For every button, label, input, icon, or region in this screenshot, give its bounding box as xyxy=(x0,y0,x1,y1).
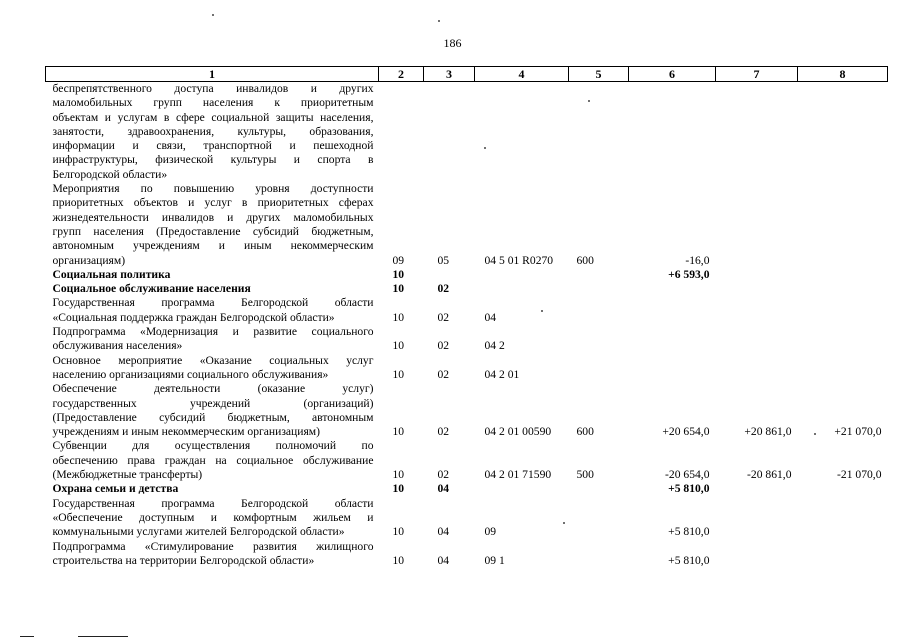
row-name-line: Государственная программа Белгородской области xyxy=(52,296,374,310)
row-name-line: обеспечению права граждан на социальное обслуживание xyxy=(52,453,374,467)
row-section: 02 xyxy=(437,339,450,353)
row-chapter: 10 xyxy=(392,482,405,496)
row-amount-year2 xyxy=(716,497,798,540)
row-name-line: строительства на территории Белгородской области» xyxy=(52,553,315,567)
row-section: 02 xyxy=(437,468,450,482)
row-name-line: (Межбюджетные трансферты) xyxy=(52,468,203,482)
row-chapter: 10 xyxy=(392,553,405,567)
row-expense-type xyxy=(569,282,629,296)
row-expense-type: 600 xyxy=(576,425,594,439)
row-target-article: 04 5 01 R0270 xyxy=(484,253,554,267)
row-name-line: Государственная программа Белгородской области xyxy=(52,496,374,510)
row-name-line: государственных учреждений (организаций) xyxy=(52,396,374,410)
row-amount-year1: +6 593,0 xyxy=(668,267,710,281)
row-name-line: «Обеспечение доступным и комфортным жильем и xyxy=(52,510,374,524)
row-chapter: 10 xyxy=(392,310,405,324)
row-name-line: организациям) xyxy=(52,253,126,267)
row-name xyxy=(46,497,379,540)
row-name-line: инфраструктуры, физической культуры и спорта в xyxy=(52,153,374,167)
row-amount-year1: +5 810,0 xyxy=(668,553,710,567)
row-name xyxy=(46,540,379,569)
budget-table xyxy=(45,66,888,568)
row-name-line: учреждениям и иным некоммерческим организациям) xyxy=(52,425,320,439)
row-name-line: автономным учреждениям и иным некоммерческим xyxy=(52,239,374,253)
row-amount-year2 xyxy=(716,482,798,496)
row-name xyxy=(46,182,379,268)
row-amount-year1 xyxy=(629,354,716,383)
row-name-line: объектам и услугам в сфере социальной защиты населения, xyxy=(52,110,374,124)
scan-speck xyxy=(563,522,565,524)
row-name xyxy=(46,325,379,354)
row-expense-type: 500 xyxy=(576,468,594,482)
scan-speck xyxy=(212,14,214,16)
row-target-article: 04 xyxy=(484,310,497,324)
row-amount-year3 xyxy=(798,325,888,354)
scan-edge-line xyxy=(78,636,128,637)
header-col-6: 6 xyxy=(629,67,716,82)
row-amount-year3: +21 070,0 xyxy=(834,425,882,439)
row-section: 04 xyxy=(437,482,450,496)
row-target-article xyxy=(475,482,569,496)
row-name-line: информации и связи, транспортной и пешеходной xyxy=(52,139,374,153)
row-amount-year1 xyxy=(629,296,716,325)
header-col-3: 3 xyxy=(424,67,475,82)
row-name xyxy=(46,268,379,282)
row-name-line: маломобильных групп населения к приоритетным xyxy=(52,96,374,110)
row-target-article: 04 2 xyxy=(484,339,505,353)
row-name-line: Охрана семьи и детства xyxy=(52,482,179,496)
row-expense-type xyxy=(569,325,629,354)
row-amount-year2 xyxy=(716,296,798,325)
row-amount-year2 xyxy=(716,268,798,282)
table-row xyxy=(46,439,888,482)
table-row xyxy=(46,325,888,354)
row-amount-year2: -20 861,0 xyxy=(747,468,792,482)
row-amount-year3: -21 070,0 xyxy=(837,468,882,482)
row-name xyxy=(46,354,379,383)
header-col-4: 4 xyxy=(475,67,569,82)
table-row xyxy=(46,540,888,569)
row-amount-year1 xyxy=(629,82,716,183)
row-amount-year1: +20 654,0 xyxy=(662,425,710,439)
row-name-line: (Предоставление субсидий бюджетным, автономным xyxy=(52,410,374,424)
table-row xyxy=(46,282,888,296)
row-target-article xyxy=(475,282,569,296)
row-amount-year2 xyxy=(716,354,798,383)
row-name-line: групп населения (Предоставление субсидий бюджетным, xyxy=(52,224,374,238)
row-section: 02 xyxy=(437,425,450,439)
row-amount-year3 xyxy=(798,268,888,282)
row-amount-year2 xyxy=(716,540,798,569)
row-section: 02 xyxy=(437,310,450,324)
table-row xyxy=(46,382,888,439)
row-section: 02 xyxy=(437,367,450,381)
row-chapter: 10 xyxy=(392,267,405,281)
scan-speck xyxy=(814,433,816,435)
row-target-article: 09 xyxy=(484,525,497,539)
row-amount-year2 xyxy=(716,282,798,296)
row-amount-year2 xyxy=(716,325,798,354)
row-name-line: приоритетных объектов и услуг в приоритетных сферах xyxy=(52,196,374,210)
table-row xyxy=(46,482,888,496)
table-header-row xyxy=(46,67,888,82)
table-row xyxy=(46,82,888,183)
row-target-article: 09 1 xyxy=(484,553,505,567)
row-expense-type xyxy=(569,82,629,183)
row-amount-year1 xyxy=(629,325,716,354)
header-col-1: 1 xyxy=(46,67,379,82)
row-name-line: Обеспечение деятельности (оказание услуг) xyxy=(52,382,374,396)
row-chapter: 10 xyxy=(392,339,405,353)
row-amount-year3 xyxy=(798,182,888,268)
scan-speck xyxy=(541,310,543,312)
row-amount-year3 xyxy=(798,354,888,383)
scan-edge-line xyxy=(20,636,34,637)
row-chapter: 10 xyxy=(392,525,405,539)
row-expense-type xyxy=(569,354,629,383)
row-expense-type xyxy=(569,296,629,325)
row-section: 04 xyxy=(437,525,450,539)
row-name-line: населению организациями социального обслуживания» xyxy=(52,367,329,381)
row-expense-type xyxy=(569,482,629,496)
row-chapter: 10 xyxy=(392,425,405,439)
row-target-article: 04 2 01 xyxy=(484,367,520,381)
row-amount-year2 xyxy=(716,182,798,268)
row-name-line: Подпрограмма «Стимулирование развития жилищного xyxy=(52,539,374,553)
row-amount-year2: +20 861,0 xyxy=(744,425,792,439)
row-name xyxy=(46,296,379,325)
row-section: 04 xyxy=(437,553,450,567)
row-name xyxy=(46,382,379,439)
row-chapter: 10 xyxy=(392,367,405,381)
row-name-line: беспрепятственного доступа инвалидов и других xyxy=(52,82,374,95)
row-section: 02 xyxy=(437,282,450,296)
row-name xyxy=(46,482,379,496)
row-name-line: Социальное обслуживание населения xyxy=(52,282,251,296)
row-section: 05 xyxy=(437,253,450,267)
page-number: 186 xyxy=(443,36,462,50)
row-chapter: 10 xyxy=(392,282,405,296)
row-expense-type xyxy=(569,268,629,282)
row-amount-year2 xyxy=(716,82,798,183)
scan-speck xyxy=(438,20,440,22)
header-col-7: 7 xyxy=(716,67,798,82)
row-chapter xyxy=(379,82,424,183)
row-name-line: коммунальными услугами жителей Белгородской области» xyxy=(52,525,345,539)
row-name-line: обслуживания населения» xyxy=(52,339,183,353)
row-name-line: занятости, здравоохранения, культуры, образования, xyxy=(52,124,374,138)
row-name-line: Субвенции для осуществления полномочий по xyxy=(52,439,374,453)
row-amount-year3 xyxy=(798,497,888,540)
row-amount-year1 xyxy=(629,282,716,296)
row-expense-type: 600 xyxy=(576,253,594,267)
row-name xyxy=(46,82,379,183)
row-target-article xyxy=(475,268,569,282)
row-name-line: Мероприятия по повышению уровня доступности xyxy=(52,182,374,196)
table-body xyxy=(46,82,888,569)
header-col-2: 2 xyxy=(379,67,424,82)
table-row xyxy=(46,296,888,325)
table-row xyxy=(46,182,888,268)
row-name-line: Подпрограмма «Модернизация и развитие социального xyxy=(52,325,374,339)
row-name-line: Социальная политика xyxy=(52,267,171,281)
row-amount-year1: +5 810,0 xyxy=(668,525,710,539)
row-amount-year3 xyxy=(798,82,888,183)
header-col-8: 8 xyxy=(798,67,888,82)
table-row xyxy=(46,354,888,383)
row-amount-year3 xyxy=(798,282,888,296)
row-name xyxy=(46,282,379,296)
row-amount-year1: -20 654,0 xyxy=(665,468,710,482)
row-chapter: 10 xyxy=(392,468,405,482)
row-section xyxy=(424,82,475,183)
header-col-5: 5 xyxy=(569,67,629,82)
row-name xyxy=(46,439,379,482)
row-amount-year3 xyxy=(798,482,888,496)
table-row xyxy=(46,497,888,540)
row-target-article xyxy=(475,82,569,183)
row-target-article: 04 2 01 00590 xyxy=(484,425,552,439)
scan-speck xyxy=(588,100,590,102)
row-amount-year1: +5 810,0 xyxy=(668,482,710,496)
row-expense-type xyxy=(569,540,629,569)
row-amount-year3 xyxy=(798,296,888,325)
row-name-line: Основное мероприятие «Оказание социальных услуг xyxy=(52,353,374,367)
row-name-line: жизнедеятельности инвалидов и других маломобильных xyxy=(52,210,374,224)
table-row xyxy=(46,268,888,282)
row-name-line: «Социальная поддержка граждан Белгородской области» xyxy=(52,310,335,324)
row-expense-type xyxy=(569,497,629,540)
scan-speck xyxy=(484,147,486,149)
row-amount-year3 xyxy=(798,540,888,569)
row-amount-year1: -16,0 xyxy=(685,253,710,267)
row-section xyxy=(424,268,475,282)
row-name-line: Белгородской области» xyxy=(52,167,168,181)
row-target-article: 04 2 01 71590 xyxy=(484,468,552,482)
row-chapter: 09 xyxy=(392,253,405,267)
